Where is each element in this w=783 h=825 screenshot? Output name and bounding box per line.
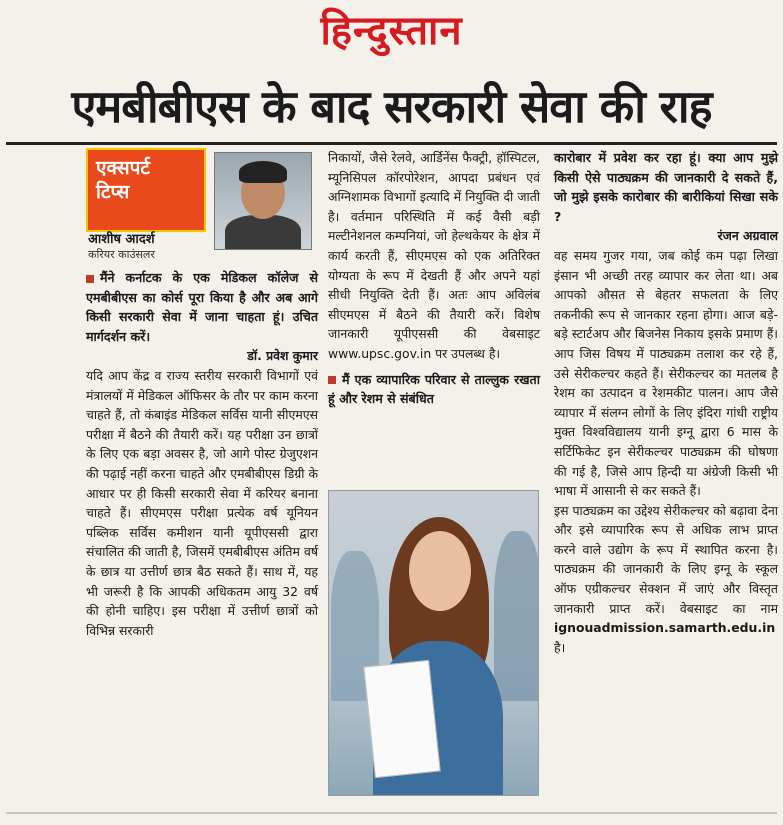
question-1-text: मैंने कर्नाटक के एक मेडिकल कॉलेज से एमबीबीएस का कोर्स पूरा किया है और अब आगे किसी सरकारी सेवा में जाना चाहता हूं। उचित मार्गदर्शन करें। [86, 270, 318, 344]
headline-text: एमबीबीएस के बाद सरकारी सेवा की राह [71, 79, 712, 133]
answer-1-text: यदि आप केंद्र व राज्य स्तरीय सरकारी विभागों एवं मंत्रालयों में मेडिकल ऑफिसर के तौर पर काम करना चाहते हैं, तो कंबाइंड मेडिकल सर्विस यानी सीएमएस परीक्षा में बैठने की तैयारी करें। यह परीक्षा उन छात्रों के लिए एक बड़ा अवसर है, जो आगे पोस्ट ग्रेजुएशन की पढ़ाई नहीं करना चाहते और एमबीबीएस डिग्री के आधार पर ही किसी सरकारी सेवा में करियर बनाना चाहते हैं। सीएमएस परीक्षा प्रत्येक वर्ष यूनियन पब्लिक सर्विस कमीशन यानी यूपीएससी द्वारा संचालित की जाती है, जिसमें एमबीबीएस अंतिम वर्ष के छात्र या उत्तीर्ण छात्र बैठ सकते हैं। साथ में, यह भी जरूरी है कि आपकी अधिकतम आयु 32 वर्ष की होनी चाहिए। इस परीक्षा में उत्तीर्ण छात्रों को विभिन्न सरकारी [86, 367, 318, 638]
expert-tips-tag [86, 148, 206, 232]
expert-photo [214, 152, 312, 250]
masthead-title: हिन्दुस्तान [320, 7, 463, 54]
ignou-website: ignouadmission.samarth.edu.in [554, 620, 776, 636]
page-bottom-rule [6, 812, 777, 814]
expert-tag-line1: एक्सपर्ट [96, 157, 150, 179]
answer-2-paragraph-1: वह समय गुजर गया, जब कोई कम पढ़ा लिखा इंसान भी अच्छी तरह व्यापार कर लेता था। अब आपको औसत से बेहतर सफलता के लिए तकनीकी रूप से जानकार रहना होगा। आज बड़े-बड़े स्टार्टअप और बिजनेस निकाय इसके प्रमाण हैं। आप जिस विषय में पाठ्यक्रम तलाश कर रहे हैं, उसे सेरीकल्चर कहते हैं। सेरीकल्चर का मतलब है रेशम का उत्पादन व रेशमकीट पालन। आप जैसे व्यापार में संलग्न लोगों के लिए इंदिरा गांधी राष्ट्रीय मुक्त विश्वविद्यालय यानी इग्नू द्वारा 6 मास के सर्टिफिकेट इन सेरीकल्चर पाठ्यक्रम की घोषणा की गई है, जिसे आप हिन्दी या अंग्रेजी किसी भी भाषा में आसानी से कर सकते हैं। [554, 247, 778, 499]
question-2 [328, 370, 540, 409]
expert-tips-box [86, 148, 312, 261]
answer-2-paragraph-2-text: इस पाठ्यक्रम का उद्देश्य सेरीकल्चर को बढ़ावा देना और इसे व्यापारिक रूप से अधिक लाभ प्राप्त करने वाले उद्योग के रूप में स्थापित करना है। पाठ्यक्रम की जानकारी के लिए इग्नू के स्कूल ऑफ एग्रीकल्चर सेक्शन में जाएं और विस्तृत जानकारी प्राप्त करें। वेबसाइट का नाम [554, 502, 778, 616]
question-bullet [86, 275, 94, 283]
question-1-byline: डॉ. प्रवेश कुमार [247, 348, 318, 364]
newspaper-masthead [0, 0, 783, 62]
nurse-stock-photo [328, 490, 539, 796]
column-1 [86, 268, 318, 640]
column-2 [328, 148, 540, 409]
expert-tag-line2: टिप्स [96, 181, 130, 203]
column-3 [554, 148, 778, 657]
question-2-text: मैं एक व्यापारिक परिवार से ताल्लुक रखता हूं और रेशम से संबंधित [328, 371, 540, 407]
expert-role: करियर काउंसलर [88, 248, 155, 261]
question-1 [86, 268, 318, 346]
answer-2-paragraph-2 [554, 501, 778, 658]
answer-2-tail: है। [554, 639, 566, 655]
question-bullet [328, 376, 336, 384]
headline-divider [6, 142, 777, 145]
question-2-byline: रंजन अग्रवाल [717, 228, 778, 244]
article-headline [4, 70, 779, 140]
expert-name: आशीष आदर्श [88, 232, 155, 247]
answer-1-continued: निकायों, जैसे रेलवे, आर्डिनेंस फैक्ट्री, हॉस्पिटल, म्यूनिसिपल कॉरपोरेशन, आपदा प्रबंधन एवं अग्निशामक विभागों इत्यादि में नियुक्ति दी जाती है। वर्तमान परिस्थिति में कई वैसी बड़ी मल्टीनेशनल कम्पनियां, जो हेल्थकेयर के क्षेत्र में कार्य करती हैं, सीएमएस को एक अतिरिक्त योग्यता के रूप में देखती हैं और अपने यहां सीधी नियुक्ति देती हैं। अतः आप अविलंब सीएमएस में बैठने की तैयारी करें। विशेष जानकारी यूपीएससी की वेबसाइट www.upsc.gov.in पर उपलब्ध है। [328, 150, 540, 361]
question-2-continued: कारोबार में प्रवेश कर रहा हूं। क्या आप मुझे किसी ऐसे पाठ्यक्रम की जानकारी दे सकते हैं, जो मुझे इसके कारोबार की बारीकियां सिखा सके ? [554, 150, 778, 224]
